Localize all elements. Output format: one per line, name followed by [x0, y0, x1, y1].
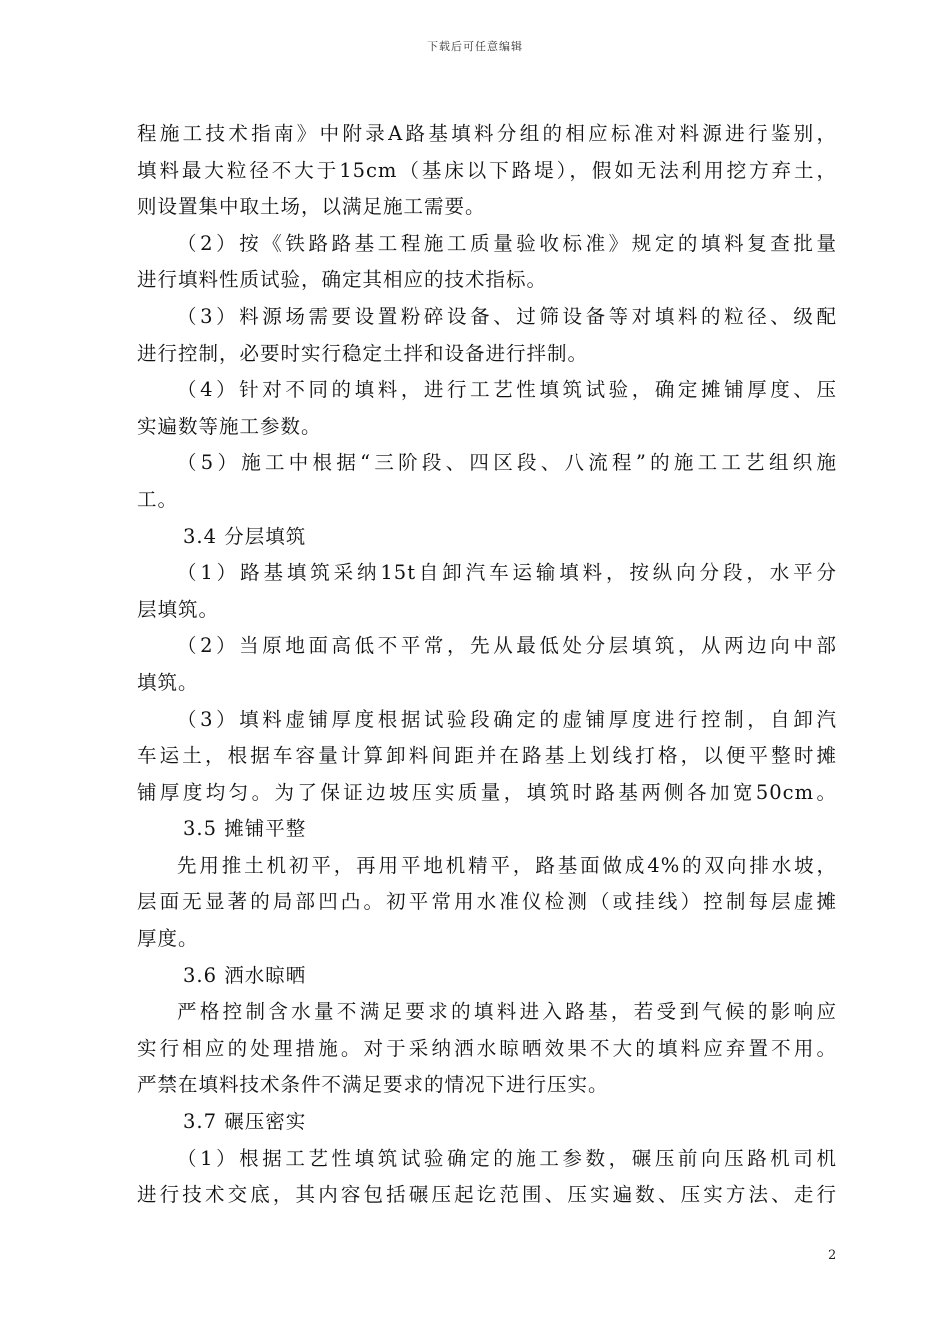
text-line: （3）填料虚铺厚度根据试验段确定的虚铺厚度进行控制，自卸汽	[177, 707, 837, 731]
text-line: 层填筑。	[137, 597, 220, 621]
text-line: 工。	[137, 487, 179, 511]
text-line: 车运土，根据车容量计算卸料间距并在路基上划线打格，以便平整时摊	[137, 744, 837, 768]
text-line: 严禁在填料技术条件不满足要求的情况下进行压实。	[137, 1073, 609, 1097]
text-line: 进行技术交底，其内容包括碾压起讫范围、压实遍数、压实方法、走行	[137, 1183, 837, 1207]
text-line: 厚度。	[137, 927, 199, 951]
page-number: 2	[828, 1248, 837, 1263]
text-line: （3）料源场需要设置粉碎设备、过筛设备等对填料的粒径、级配	[177, 304, 837, 328]
text-line: 程施工技术指南》中附录A路基填料分组的相应标准对料源进行鉴别，	[137, 122, 837, 145]
text-line: 实遍数等施工参数。	[137, 414, 322, 438]
text-line: 进行控制，必要时实行稳定土拌和设备进行拌制。	[137, 341, 589, 365]
section-heading: 3.4 分层填筑	[183, 524, 307, 548]
text-line: 则设置集中取土场，以满足施工需要。	[137, 195, 486, 219]
text-line: （5）施工中根据“三阶段、四区段、八流程”的施工工艺组织施	[177, 451, 837, 475]
text-line: （2）当原地面高低不平常，先从最低处分层填筑，从两边向中部	[177, 634, 837, 658]
text-line: （2）按《铁路路基工程施工质量验收标准》规定的填料复查批量	[177, 231, 837, 255]
text-line: 严格控制含水量不满足要求的填料进入路基，若受到气候的影响应	[177, 1000, 837, 1024]
text-line: 先用推土机初平，再用平地机精平，路基面做成4%的双向排水坡，	[177, 853, 837, 877]
text-line: 进行填料性质试验，确定其相应的技术指标。	[137, 268, 548, 292]
section-heading: 3.6 洒水晾晒	[183, 963, 307, 987]
text-line: 层面无显著的局部凹凸。初平常用水准仪检测（或挂线）控制每层虚摊	[137, 890, 837, 914]
page-header: 下载后可任意编辑	[427, 40, 523, 53]
text-line: 填料最大粒径不大于15cm（基床以下路堤），假如无法利用挖方弃土，	[137, 158, 837, 182]
text-line: （1）路基填筑采纳15t自卸汽车运输填料，按纵向分段，水平分	[177, 561, 837, 585]
text-line: 铺厚度均匀。为了保证边坡压实质量，填筑时路基两侧各加宽50cm。	[137, 780, 837, 804]
text-line: 实行相应的处理措施。对于采纳洒水晾晒效果不大的填料应弃置不用。	[137, 1036, 837, 1060]
section-heading: 3.7 碾压密实	[183, 1110, 307, 1134]
text-line: （1）根据工艺性填筑试验确定的施工参数，碾压前向压路机司机	[177, 1146, 837, 1170]
document-body	[137, 116, 837, 1214]
text-line: 填筑。	[137, 670, 199, 694]
section-heading: 3.5 摊铺平整	[183, 817, 307, 841]
text-line: （4）针对不同的填料，进行工艺性填筑试验，确定摊铺厚度、压	[177, 378, 837, 402]
